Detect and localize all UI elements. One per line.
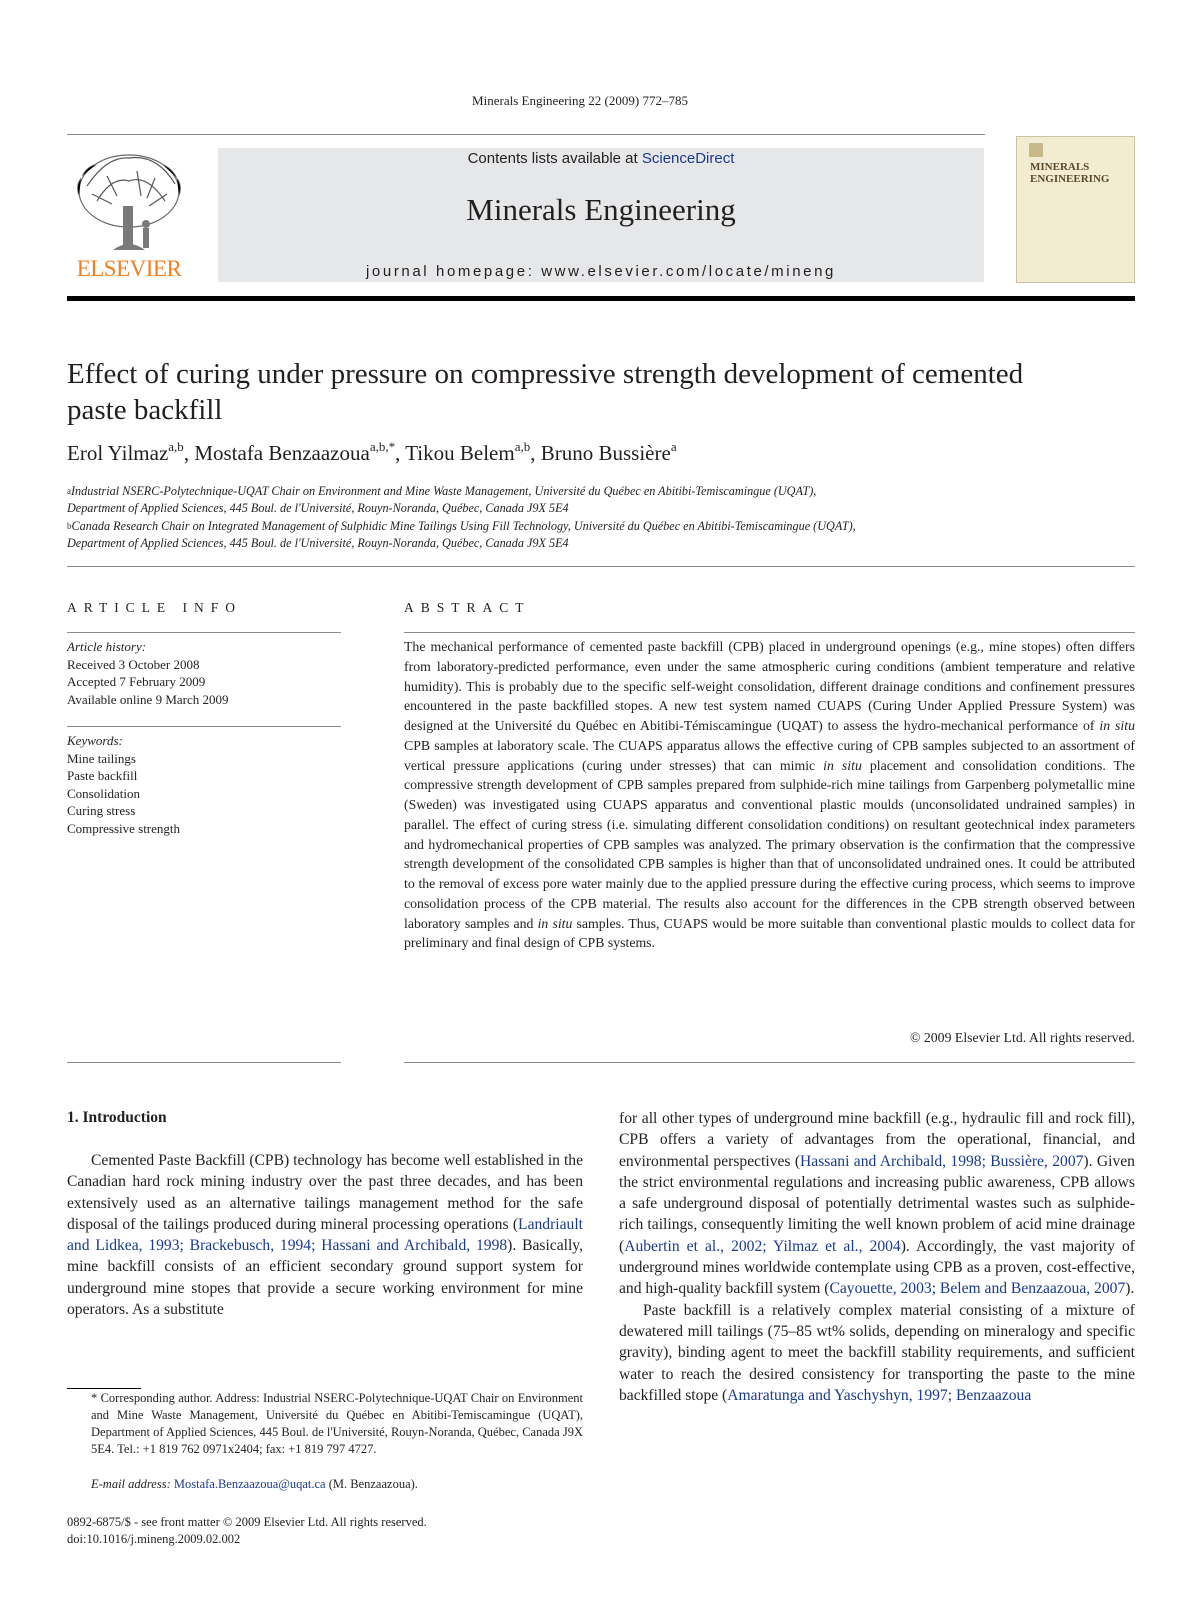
body-text: for all other types of underground mine backfill (e.g., hydraulic fill and rock fill), CPB offers a variety of advantages from the operational, financial, and environmental perspectives ( [619,1110,1135,1170]
issn-doi [67,1514,427,1548]
reference-link[interactable]: Landriault and Lidkea, 1993; Brackebusch, 1994; Hassani and Archibald, 1998 [67,1215,583,1255]
abstract-body [404,637,1135,953]
issn-line: 0892-6875/$ - see front matter © 2009 Elsevier Ltd. All rights reserved. [67,1515,427,1529]
section-heading-introduction: 1. Introduction [67,1109,167,1126]
keyword-item: Paste backfill [67,768,138,784]
author-affiliation-mark: a,b [168,439,184,454]
keyword-item: Consolidation [67,785,140,801]
abstract-text: samples. Thus, CUAPS would be more suitable than conventional plastic moulds to collect data for preliminary and final design of CPB systems. [404,915,1135,951]
abstract-rule [404,632,1135,633]
keyword-item: Curing stress [67,803,136,819]
affiliation-line: Industrial NSERC-Polytechnique-UQAT Chair on Environment and Mine Waste Management, Université du Québec en Abitibi-Temiscamingue (UQAT), [71,484,817,498]
body-text: ). Basically, mine backfill consists of an efficient secondary ground support system for underground mine stopes that provide a secure working environment for mine operators. As a substitute [67,1237,583,1319]
email-label: E-mail address: [91,1477,174,1491]
elsevier-wordmark: ELSEVIER [76,256,182,281]
author-name[interactable]: Mostafa Benzaazoua [194,441,370,465]
affiliation-line: Canada Research Chair on Integrated Management of Sulphidic Mine Tailings Using Fill Technology, Université du Québec en Abitibi-Temiscamingue (UQAT), [71,518,856,533]
abstract-text: The mechanical performance of cemented paste backfill (CPB) placed in underground openings (e.g., mine stopes) often differs from laboratory-predicted performance, even under the same atmospheric curing conditions (ambient temperature and relative humidity). This is probably due to the specific self-weight consolidation, different drainage conditions and confinement pressures encountered in the paste backfilled stopes. A new test system named CUAPS (Curing Under Applied Pressure System) was designed at the Université du Québec en Abitibi-Témiscamingue (UQAT) to assess the hydro-mechanical performance of [404,639,1135,733]
cover-title: MINERALS ENGINEERING [1030,161,1110,185]
footnote-text: * Corresponding author. Address: Industrial NSERC-Polytechnique-UQAT Chair on Environment and Mine Waste Management, Université du Québec en Abitibi-Temiscamingue (UQAT), Department of Applied Sciences, 445 Boul. de l'Université, Rouyn-Noranda, Québec, Canada J9X 5E4. Tel.: +1 819 762 0971x2404; fax: +1 819 797 4727. [91,1391,583,1456]
affiliation-mark: a [67,486,71,496]
affiliation-a [67,483,1135,500]
author-affiliation-mark: a,b [514,439,531,454]
affiliation-b-line2: Department of Applied Sciences, 445 Boul. de l'Université, Rouyn-Noranda, Québec, Canada J9X 5E4 [67,536,569,551]
abstract-italic: in situ [1099,718,1135,733]
intro-paragraph [67,1150,583,1320]
author-affiliation-mark: a [670,439,677,454]
affiliations [67,483,1135,553]
article-title: Effect of curing under pressure on compressive strength development of cemented paste backfill [67,358,1024,426]
elsevier-tree-icon [67,146,191,282]
abstract-text: CPB samples at laboratory scale. The CUAPS apparatus allows the effective curing of CPB samples subjected to an assortment of vertical pressure applications (curing under stresses) that can mimic [404,737,1135,773]
keyword-item: Compressive strength [67,820,181,836]
abstract-copyright: © 2009 Elsevier Ltd. All rights reserved. [909,1030,1135,1045]
author-affiliation-mark: a,b,* [369,439,396,454]
history-item: Available online 9 March 2009 [67,691,229,707]
email-footnote [67,1477,583,1492]
article-history [67,638,341,708]
reference-link[interactable]: Aubertin et al., 2002; Yilmaz et al., 2004 [624,1237,901,1255]
affiliation-a-line2: Department of Applied Sciences, 445 Boul. de l'Université, Rouyn-Noranda, Québec, Canada J9X 5E4 [67,501,569,516]
intro-paragraph [619,1300,1135,1406]
sciencedirect-link[interactable]: ScienceDirect [641,150,735,167]
affiliation-mark: b [67,520,72,531]
contents-prefix: Contents lists available at [467,150,642,167]
abstract-italic: in situ [823,757,862,773]
right-column [619,1108,1135,1406]
reference-link[interactable]: Cayouette, 2003; Belem and Benzaazoua, 2007 [829,1280,1126,1298]
author-separator: , [183,441,195,465]
email-link[interactable]: Mostafa.Benzaazoua@uqat.ca [173,1477,326,1491]
keywords-label: Keywords: [67,733,123,748]
header-thick-rule [67,296,1135,301]
affiliation-rule [67,566,1135,567]
cover-emblem [1029,143,1043,157]
body-text: ). Accordingly, the vast majority of underground mines worldwide contemplate using CPB as a proven, cost-effective, and high-quality backfill system ( [619,1237,1135,1298]
affiliation-b [67,518,1135,535]
reference-link[interactable]: Hassani and Archibald, 1998; Bussière, 2007 [800,1152,1084,1170]
journal-citation: Minerals Engineering 22 (2009) 772–785 [472,93,688,108]
email-suffix: (M. Benzaazoua). [325,1477,418,1491]
intro-paragraph-continued [619,1108,1135,1300]
doi-line[interactable]: doi:10.1016/j.mineng.2009.02.002 [67,1532,241,1546]
author-list [67,441,677,466]
body-text: ). Given the strict environmental regulations and increasing public awareness, CPB allows a safe underground disposal of potentially detrimental wastes such as sulphide-rich tailings, consequently limiting the well known problem of acid mine drainage ( [619,1152,1135,1255]
history-label: Article history: [67,639,147,654]
top-rule [67,134,985,135]
journal-homepage-link[interactable]: journal homepage: www.elsevier.com/locate/mineng [366,263,836,280]
journal-cover-thumbnail [1016,136,1135,283]
keywords [67,732,341,838]
reference-link[interactable]: Amaratunga and Yaschyshyn, 1997; Benzaazoua [727,1386,1032,1404]
contents-line [218,150,984,167]
article-info-rule [67,632,341,633]
article-info-heading: ARTICLE INFO [67,600,243,615]
author-name[interactable]: Bruno Bussière [540,441,671,465]
author-separator: , [530,441,541,465]
abstract-italic: in situ [537,915,573,931]
footnote-rule [67,1388,141,1389]
author-name[interactable]: Erol Yilmaz [67,441,169,465]
author-name[interactable]: Tikou Belem [405,441,515,465]
body-text: ). [1125,1280,1135,1298]
history-item: Received 3 October 2008 [67,656,200,672]
elsevier-logo [67,146,191,282]
article-info-bottom-rule [67,1062,341,1063]
corresponding-author-footnote [67,1390,583,1458]
abstract-bottom-rule [404,1062,1135,1063]
abstract-text: placement and consolidation conditions. The compressive strength development of CPB samples prepared from sulphide-rich mine tailings from Garpenberg polymetallic mine (Sweden) was investigated using CUAPS apparatus and conventional plastic moulds (unconsolidated undrained samples) in parallel. The effect of curing stress (i.e. simulating different consolidation conditions) on resultant geotechnical index parameters and hydromechanical properties of CPB samples was analyzed. The primary observation is the confirmation that the compressive strength development of the consolidated CPB samples is higher than that of unconsolidated undrained ones. It could be attributed to the removal of excess pore water mainly due to the applied pressure during the effective curing process, which seems to improve consolidation process of the CPB material. The results also account for the differences in the CPB strength observed between laboratory samples and [404,757,1135,931]
keywords-rule [67,726,341,727]
body-text: Cemented Paste Backfill (CPB) technology has become well established in the Canadian hard rock mining industry over the past three decades, and has been extensively used as an alternative tailings management method for the safe disposal of the tailings produced during mineral processing operations ( [67,1152,583,1233]
journal-title: Minerals Engineering [466,192,736,227]
author-separator: , [395,441,406,465]
abstract-heading: ABSTRACT [404,600,531,615]
body-text: Paste backfill is a relatively complex material consisting of a mixture of dewatered mill tailings (75–85 wt% solids, depending on mineralogy and specific gravity), binding agent to meet the backfill stability requirements, and sufficient water to reach the desired consistency for transporting the paste to the mine backfilled stope ( [619,1301,1135,1404]
history-item: Accepted 7 February 2009 [67,674,206,690]
keyword-item: Mine tailings [67,750,136,766]
